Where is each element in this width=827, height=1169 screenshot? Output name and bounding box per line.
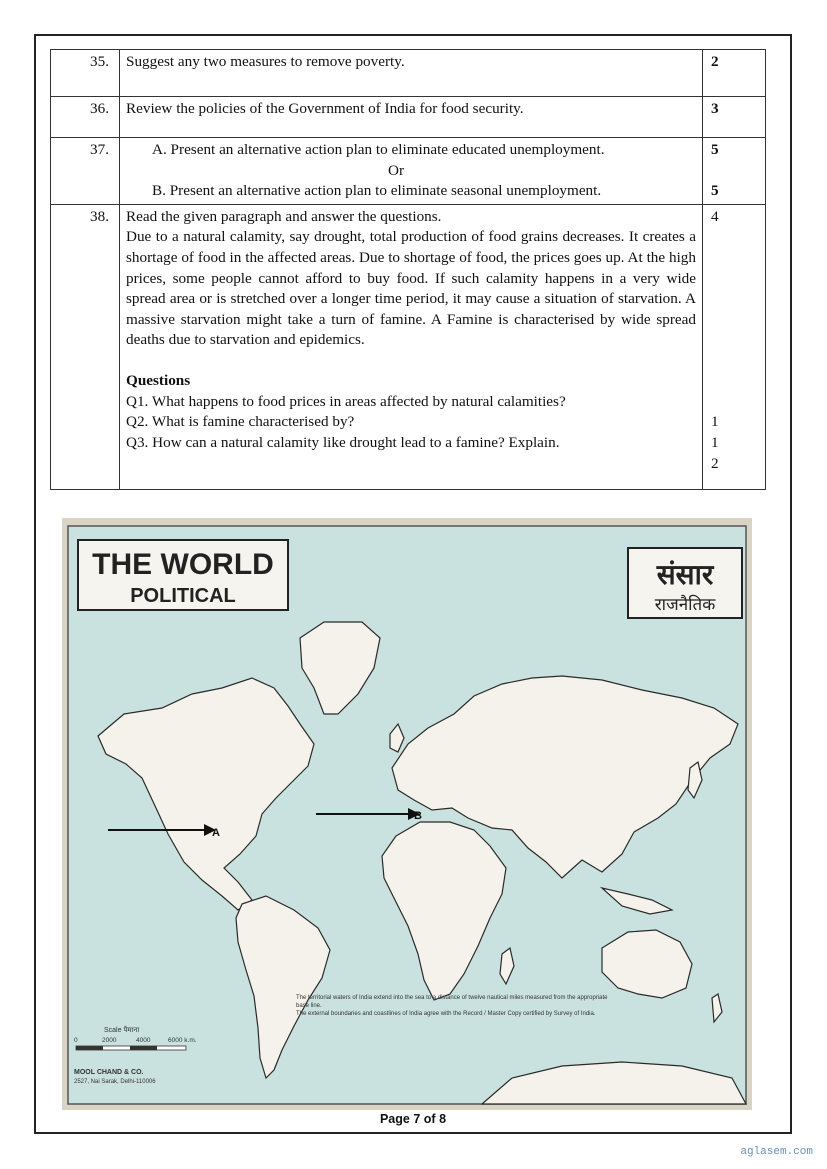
- page-of: of: [423, 1112, 436, 1126]
- question-text: Suggest any two measures to remove poverty.: [120, 50, 703, 97]
- subquestion: Q3. How can a natural calamity like drought lead to a famine? Explain.: [126, 433, 560, 451]
- question-marks: [703, 138, 766, 205]
- question-number: 36.: [51, 97, 120, 138]
- question-row: [51, 50, 766, 97]
- subquestion: Q2. What is famine characterised by?: [126, 413, 355, 431]
- question-text: [120, 138, 703, 205]
- marker-a-label: A: [212, 827, 220, 839]
- map-note-2: The external boundaries and coastlines of India agree with the Record / Master Copy certified by Survey of India.: [296, 1011, 596, 1017]
- question-marks: 2: [703, 50, 766, 97]
- scale-tick: 6000 k.m.: [168, 1037, 197, 1044]
- scale-label: Scale पैमाना: [104, 1027, 140, 1034]
- or-separator: Or: [387, 161, 405, 179]
- scale-tick: 2000: [102, 1037, 117, 1044]
- question-text: [120, 204, 703, 489]
- scale-bar-segment: [76, 1046, 103, 1050]
- subquestion: Q1. What happens to food prices in areas affected by natural calamities?: [126, 392, 566, 410]
- marks-a: 5: [711, 141, 719, 158]
- questions-heading: Questions: [126, 371, 191, 389]
- case-paragraph: Due to a natural calamity, say drought, total production of food grains decreases. It creates a shortage of food in the affected areas. Due to shortage of food, the prices goes up. At the high prices, some people cannot afford to buy food. If such calamity happens in a very wide spread area or is stretched over a longer time period, it may cause a situation of starvation. A massive starvation might take a turn of famine. A Famine is characterised by wide spread deaths due to starvation and epidemics.: [126, 228, 696, 349]
- marks-b: 5: [711, 182, 719, 200]
- question-row: [51, 138, 766, 205]
- hindi-subtitle: राजनैतिक: [654, 595, 716, 615]
- scale-tick: 4000: [136, 1037, 151, 1044]
- watermark[interactable]: aglasem.com: [740, 1146, 813, 1158]
- question-number: 37.: [51, 138, 120, 205]
- marker-b-label: B: [414, 810, 422, 822]
- map-subtitle: POLITICAL: [130, 585, 236, 607]
- question-number: 35.: [51, 50, 120, 97]
- question-row: [51, 97, 766, 138]
- page-prefix: Page: [379, 1112, 414, 1126]
- publisher: MOOL CHAND & CO.: [74, 1069, 144, 1076]
- question-marks: [703, 204, 766, 489]
- world-map-figure: [62, 518, 752, 1110]
- map-title: THE WORLD: [92, 548, 274, 581]
- scale-bar-segment: [130, 1046, 157, 1050]
- hindi-title: संसार: [656, 558, 714, 591]
- world-map: [62, 518, 752, 1110]
- subquestion-marks: 1: [711, 413, 719, 431]
- question-table: [50, 49, 766, 490]
- map-note-1: The territorial waters of India extend into the sea to a distance of twelve nautical miles measured from the appropriate base line.: [296, 995, 608, 1009]
- option-b: B. Present an alternative action plan to eliminate seasonal unemployment.: [152, 182, 602, 200]
- question-text: Review the policies of the Government of India for food security.: [120, 97, 703, 138]
- total-marks: 4: [711, 207, 719, 225]
- page-current: 7: [413, 1112, 421, 1126]
- page-total: 8: [439, 1112, 447, 1126]
- page-frame: [34, 34, 792, 1134]
- subquestion-marks: 2: [711, 454, 719, 472]
- scale-tick: 0: [74, 1037, 78, 1044]
- question-number: 38.: [51, 204, 120, 489]
- question-row: [51, 204, 766, 489]
- question-intro: Read the given paragraph and answer the questions.: [126, 207, 442, 225]
- page-footer: [36, 1112, 790, 1126]
- question-marks: 3: [703, 97, 766, 138]
- option-a: A. Present an alternative action plan to eliminate educated unemployment.: [152, 141, 605, 158]
- publisher-address: 2527, Nai Sarak, Delhi-110006: [74, 1079, 156, 1085]
- subquestion-marks: 1: [711, 433, 719, 451]
- map-notes: [296, 994, 616, 1046]
